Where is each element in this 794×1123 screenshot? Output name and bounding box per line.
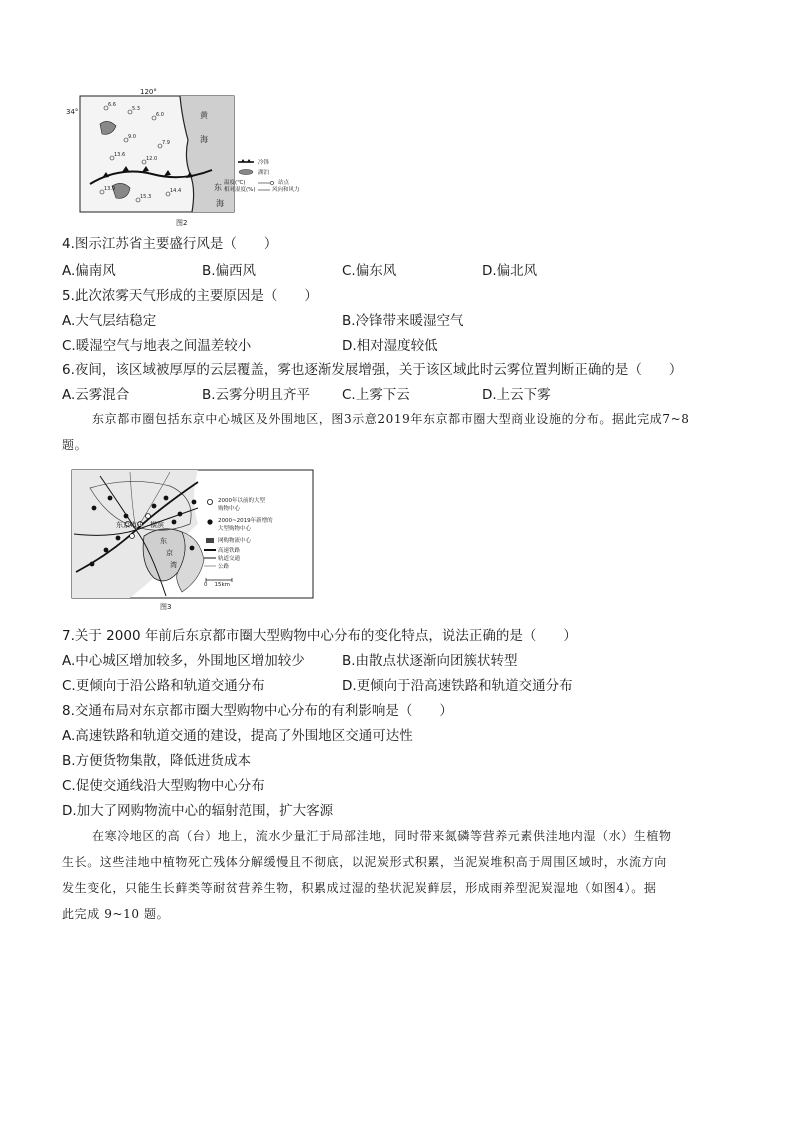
figure-3 — [70, 468, 315, 616]
fig2-legend-temp: 温度(℃) — [224, 180, 246, 186]
q7-option-b[interactable]: B.由散点状逐渐向团簇状转型 — [342, 653, 518, 669]
svg-text:13.9: 13.9 — [104, 186, 116, 192]
q6-option-c[interactable]: C.上雾下云 — [342, 387, 410, 403]
svg-text:9.0: 9.0 — [128, 134, 136, 140]
fig2-legend-lake: 湖泊 — [258, 170, 270, 176]
q7-option-d[interactable]: D.更倾向于沿高速铁路和轨道交通分布 — [342, 678, 573, 694]
question-6-stem: 6.夜间，该区域被厚厚的云层覆盖，雾也逐渐发展增强，关于该区域此时云雾位置判断正确的是（ ） — [62, 362, 683, 378]
svg-text:6.6: 6.6 — [108, 102, 116, 108]
fig2-legend-cold-front: 冷锋 — [258, 160, 270, 166]
fig2-lat-label: 34° — [66, 108, 79, 116]
intro-tokyo-line-2: 题。 — [62, 438, 88, 452]
fig3-scale: 0 15km — [204, 582, 231, 588]
intro-tokyo-line-1: 东京都市圈包括东京中心城区及外围地区，图3示意2019年东京都市圈大型商业设施的分布。据此完成7~8 — [92, 412, 690, 426]
fig2-legend-wind: 风向和风力 — [272, 187, 300, 193]
fig3-bay-label-3: 湾 — [170, 561, 177, 569]
svg-text:13.6: 13.6 — [114, 152, 126, 158]
fig3-legend-5: 高速铁路 — [218, 548, 241, 554]
fig3-center-label-2: 横滨 — [150, 521, 164, 529]
svg-text:15.3: 15.3 — [140, 194, 152, 200]
fig3-legend-0: 2000年以前的大型 — [218, 498, 265, 504]
q6-option-b[interactable]: B.云雾分明且齐平 — [202, 387, 311, 403]
q6-option-d[interactable]: D.上云下雾 — [482, 387, 551, 403]
q7-option-c[interactable]: C.更倾向于沿公路和轨道交通分布 — [62, 678, 265, 694]
fig2-sea-yellow-1: 黄 — [200, 111, 208, 120]
q8-option-c[interactable]: C.促使交通线沿大型购物中心分布 — [62, 778, 265, 794]
fig3-legend-2: 2000~2019年新增的 — [218, 518, 273, 524]
q5-option-b[interactable]: B.冷锋带来暖湿空气 — [342, 313, 464, 329]
figure-3-map — [70, 468, 315, 600]
fig2-legend-station: 站点 — [278, 180, 290, 186]
q4-option-c[interactable]: C.偏东风 — [342, 263, 397, 279]
intro-peat-line-2: 生长。这些洼地中植物死亡残体分解缓慢且不彻底，以泥炭形式积累，当泥炭堆积高于周围区域时，水流方向 — [62, 855, 667, 869]
q5-option-c[interactable]: C.暖湿空气与地表之间温差较小 — [62, 338, 252, 354]
question-7-stem: 7.关于 2000 年前后东京都市圈大型购物中心分布的变化特点，说法正确的是（ ） — [62, 628, 577, 644]
fig3-legend-1: 购物中心 — [218, 506, 241, 512]
intro-peat-line-4: 此完成 9~10 题。 — [62, 907, 170, 921]
svg-text:12.0: 12.0 — [146, 156, 158, 162]
figure-2 — [66, 88, 317, 230]
fig2-sea-yellow-2: 海 — [200, 135, 208, 144]
question-4-stem: 4.图示江苏省主要盛行风是（ ） — [62, 236, 278, 252]
fig3-legend-4: 网购物流中心 — [218, 538, 252, 544]
fig2-sea-east-2: 海 — [216, 199, 224, 208]
fig2-legend-humidity: 相对湿度(%) — [224, 187, 256, 193]
fig3-bay-label-2: 京 — [166, 549, 173, 557]
q7-option-a[interactable]: A.中心城区增加较多，外围地区增加较少 — [62, 653, 305, 669]
q4-option-d[interactable]: D.偏北风 — [482, 263, 538, 279]
fig2-caption: 图2 — [176, 219, 188, 227]
intro-peat-line-3: 发生变化，只能生长藓类等耐贫营养生物，积累成过湿的垫状泥炭藓层，形成雨养型泥炭湿地（如图4）。据 — [62, 881, 657, 895]
figure-2-map — [72, 88, 317, 230]
svg-text:14.4: 14.4 — [170, 188, 182, 194]
fig3-legend-3: 大型购物中心 — [218, 526, 252, 532]
q8-option-b[interactable]: B.方便货物集散，降低进货成本 — [62, 753, 252, 769]
fig3-legend-7: 公路 — [218, 564, 230, 570]
svg-text:5.3: 5.3 — [132, 106, 140, 112]
fig2-lon-label: 120° — [140, 88, 157, 96]
fig3-caption: 图3 — [160, 603, 172, 611]
fig3-bay-label-1: 东 — [160, 537, 167, 545]
q4-option-a[interactable]: A.偏南风 — [62, 263, 116, 279]
q8-option-d[interactable]: D.加大了网购物流中心的辐射范围，扩大客源 — [62, 803, 334, 819]
question-5-stem: 5.此次浓雾天气形成的主要原因是（ ） — [62, 288, 318, 304]
fig3-legend-6: 轨道交通 — [218, 556, 241, 562]
q5-option-a[interactable]: A.大气层结稳定 — [62, 313, 157, 329]
intro-peat-line-1: 在寒冷地区的高（台）地上，流水少量汇于局部洼地，同时带来氮磷等营养元素供洼地内湿（水）生植物 — [92, 829, 672, 843]
question-8-stem: 8.交通布局对东京都市圈大型购物中心分布的有利影响是（ ） — [62, 703, 453, 719]
q8-option-a[interactable]: A.高速铁路和轨道交通的建设，提高了外围地区交通可达性 — [62, 728, 413, 744]
fig2-sea-east-1: 东 — [214, 183, 222, 192]
q5-option-d[interactable]: D.相对湿度较低 — [342, 338, 438, 354]
fig3-center-label: 东京市中 — [116, 521, 144, 529]
svg-text:6.0: 6.0 — [156, 112, 164, 118]
q4-option-b[interactable]: B.偏西风 — [202, 263, 257, 279]
svg-text:7.9: 7.9 — [162, 140, 170, 146]
q6-option-a[interactable]: A.云雾混合 — [62, 387, 130, 403]
